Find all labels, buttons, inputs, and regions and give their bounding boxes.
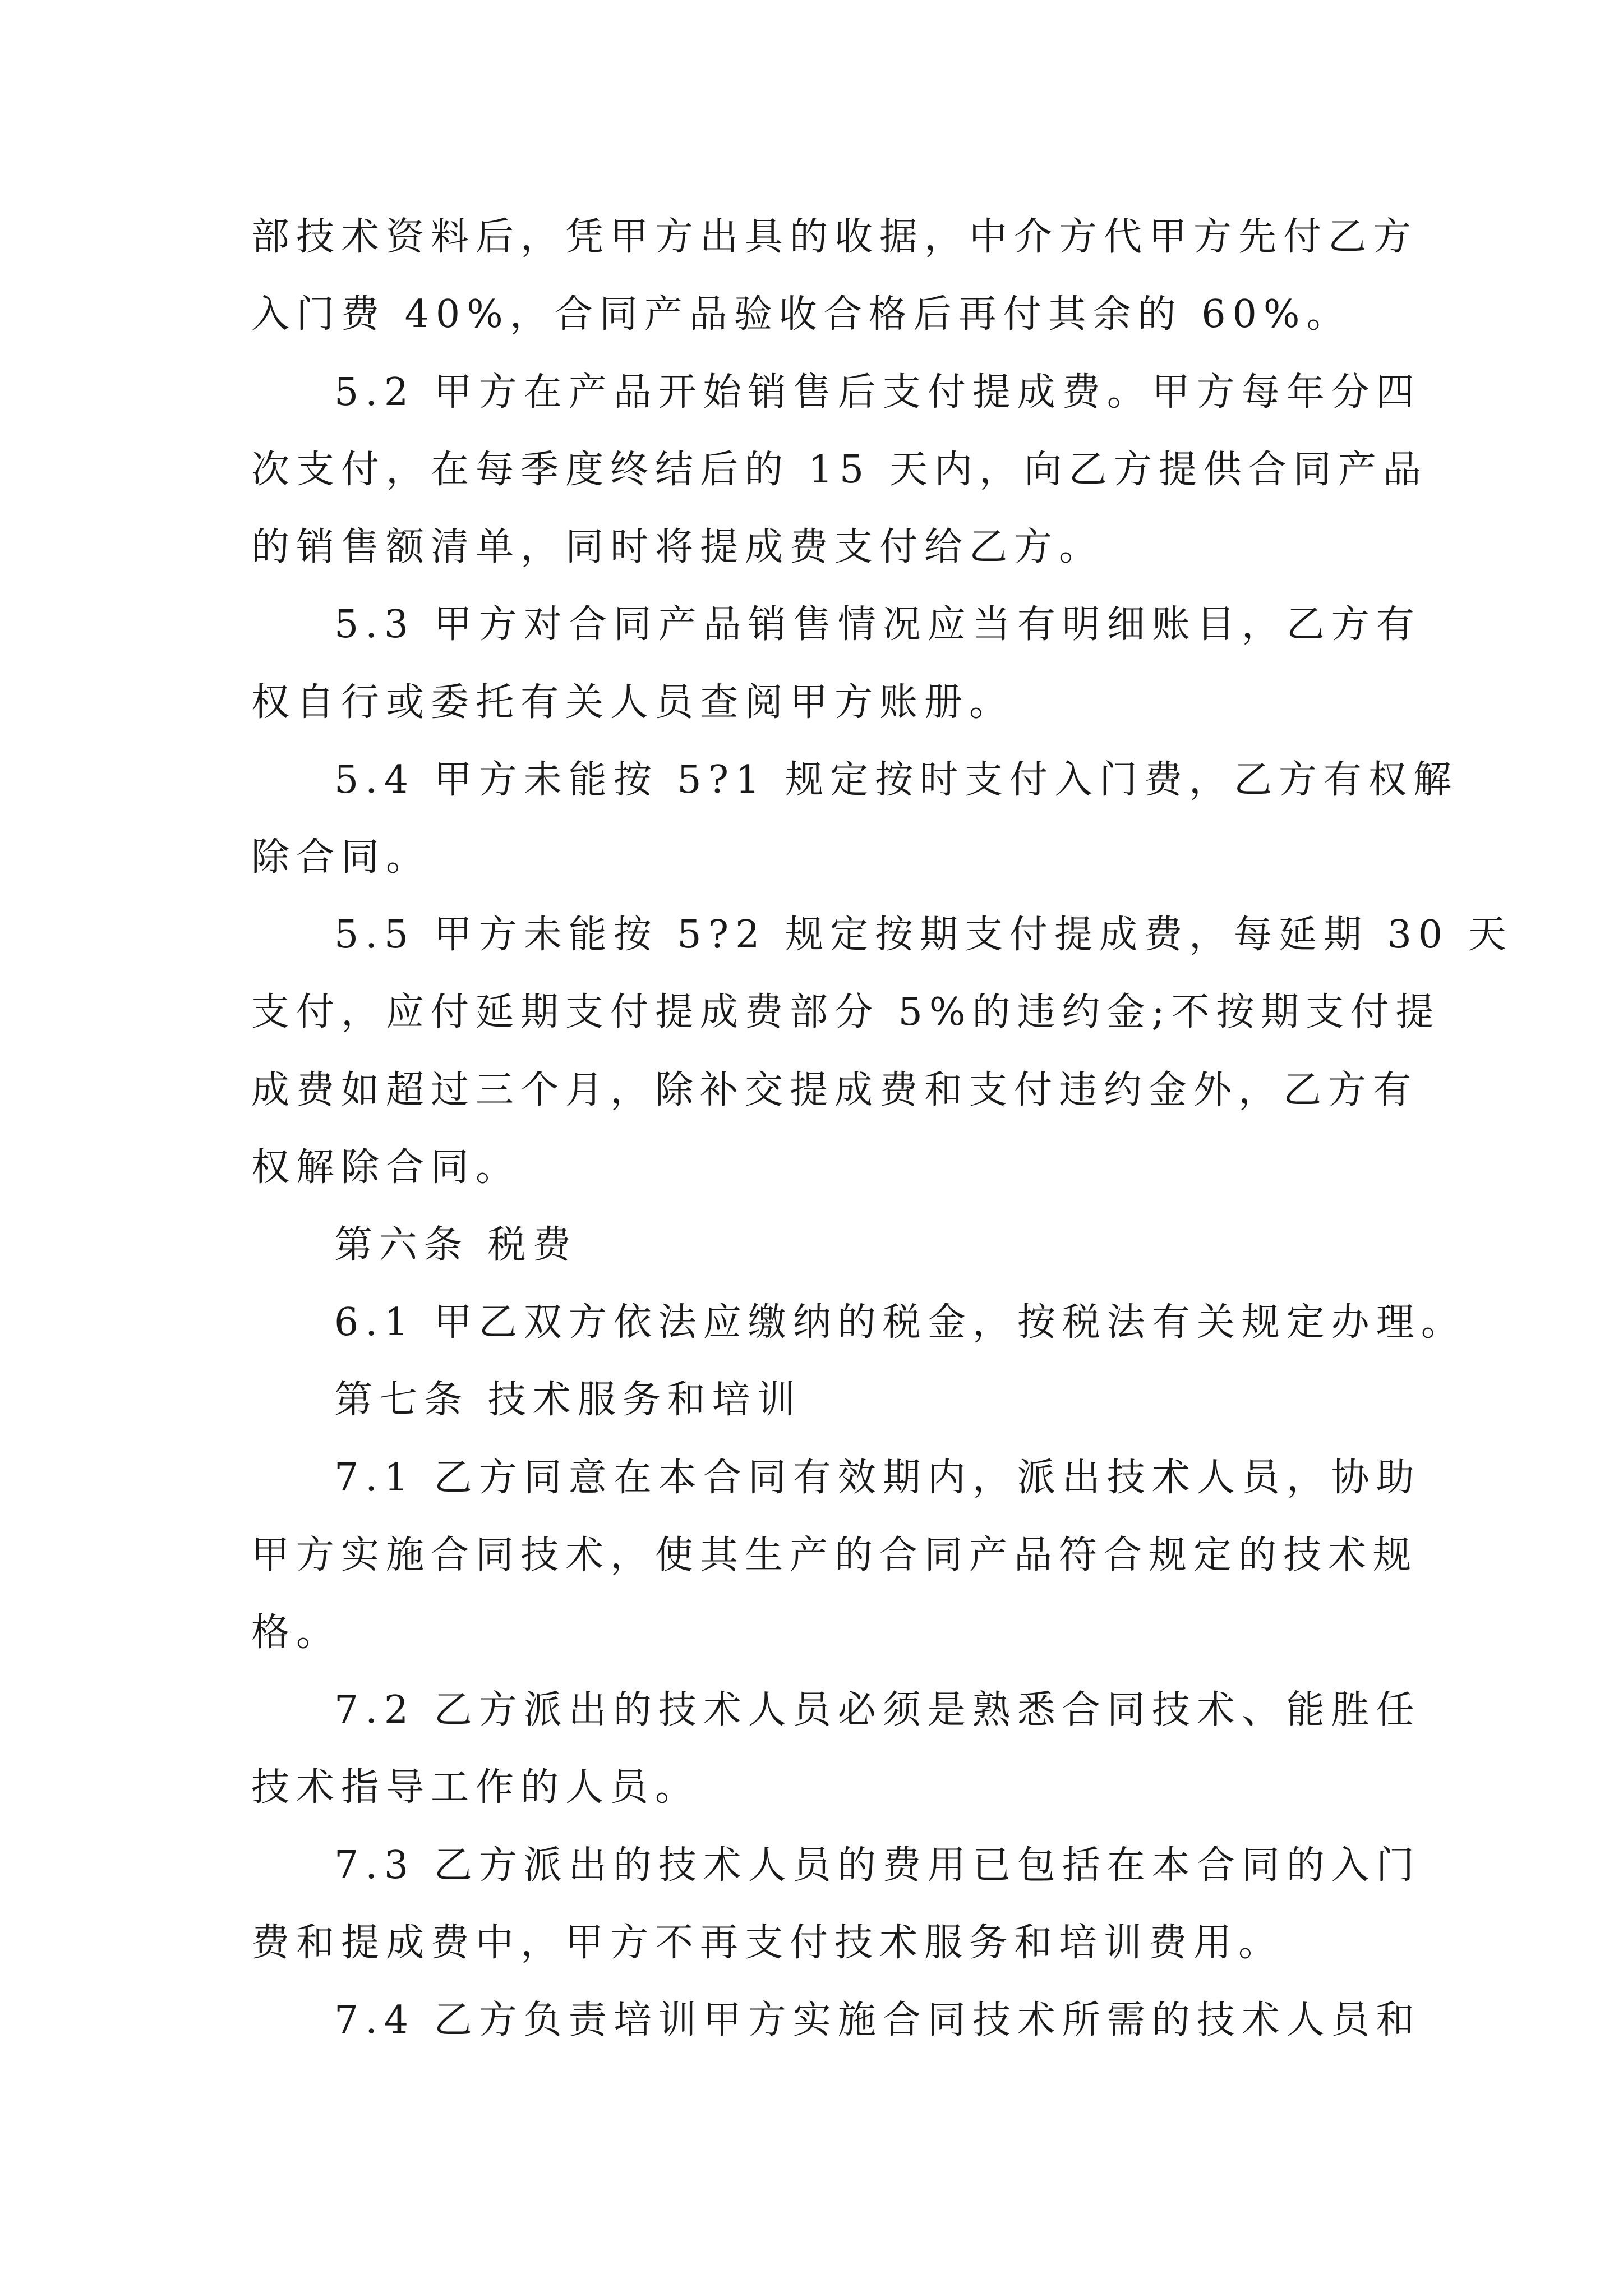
text-line: 格。 <box>251 1611 342 1655</box>
text-line: 权自行或委托有关人员查阅甲方账册。 <box>251 680 1015 725</box>
section-heading: 第六条 税费 <box>334 1223 578 1267</box>
text-line: 次支付，在每季度终结后的 15 天内，向乙方提供合同产品 <box>251 448 1428 492</box>
text-line: 7.1 乙方同意在本合同有效期内，派出技术人员，协助 <box>334 1456 1421 1500</box>
text-line: 技术指导工作的人员。 <box>251 1765 700 1810</box>
text-line: 7.4 乙方负责培训甲方实施合同技术所需的技术人员和 <box>334 1998 1421 2042</box>
text-line: 除合同。 <box>251 835 431 880</box>
text-line: 入门费 40%，合同产品验收合格后再付其余的 60%。 <box>251 292 1352 337</box>
text-line: 7.2 乙方派出的技术人员必须是熟悉合同技术、能胜任 <box>334 1688 1421 1732</box>
text-line: 甲方实施合同技术，使其生产的合同产品符合规定的技术规 <box>251 1533 1418 1577</box>
section-heading: 第七条 技术服务和培训 <box>334 1378 802 1422</box>
text-line: 5.4 甲方未能按 5?1 规定按时支付入门费，乙方有权解 <box>334 758 1458 802</box>
text-line: 的销售额清单，同时将提成费支付给乙方。 <box>251 525 1104 569</box>
text-line: 支付，应付延期支付提成费部分 5%的违约金;不按期支付提 <box>251 990 1441 1034</box>
text-line: 5.2 甲方在产品开始销售后支付提成费。甲方每年分四 <box>334 370 1421 415</box>
text-line: 成费如超过三个月，除补交提成费和支付违约金外，乙方有 <box>251 1068 1418 1112</box>
text-line: 权解除合同。 <box>251 1145 521 1190</box>
text-line: 费和提成费中，甲方不再支付技术服务和培训费用。 <box>251 1921 1284 1965</box>
text-line: 7.3 乙方派出的技术人员的费用已包括在本合同的入门 <box>334 1843 1421 1888</box>
text-line: 5.5 甲方未能按 5?2 规定按期支付提成费，每延期 30 天 <box>334 913 1513 957</box>
text-line: 部技术资料后，凭甲方出具的收据，中介方代甲方先付乙方 <box>251 215 1418 259</box>
text-line: 5.3 甲方对合同产品销售情况应当有明细账目，乙方有 <box>334 602 1421 647</box>
text-line: 6.1 甲乙双方依法应缴纳的税金，按税法有关规定办理。 <box>334 1300 1466 1345</box>
